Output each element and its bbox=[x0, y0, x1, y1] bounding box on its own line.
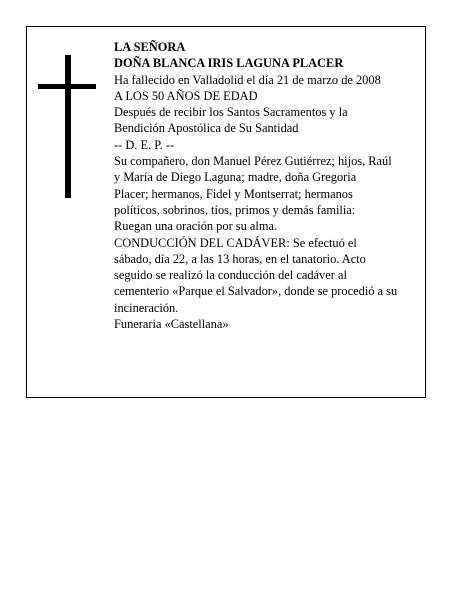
procession-line-5: incineración. bbox=[114, 300, 179, 315]
rip-line: -- D. E. P. -- bbox=[114, 137, 175, 152]
funeral-home-line: Funeraria «Castellana» bbox=[114, 317, 229, 332]
procession-line-4: cementerio «Parque el Salvador», donde se procedió a su bbox=[114, 284, 398, 299]
sacraments-line-1: Después de recibir los Santos Sacramentos y la bbox=[114, 105, 348, 120]
procession-line-3: seguido se realizó la conducción del cadáver al bbox=[114, 268, 347, 283]
prayer-line: Ruegan una oración por su alma. bbox=[114, 219, 278, 234]
cross-horizontal-bar bbox=[38, 84, 96, 89]
obituary-notice bbox=[26, 26, 426, 398]
age-line: A LOS 50 AÑOS DE EDAD bbox=[114, 88, 258, 103]
notice-text bbox=[114, 39, 434, 332]
sacraments-line-2: Bendición Apostólica de Su Santidad bbox=[114, 121, 299, 136]
family-line-3: Placer; hermanos, Fidel y Montserrat; hermanos bbox=[114, 186, 353, 201]
cross-vertical-bar bbox=[65, 55, 71, 198]
procession-line-2: sábado, día 22, a las 13 horas, en el tanatorio. Acto bbox=[114, 251, 366, 266]
family-line-1: Su compañero, don Manuel Pérez Gutiérrez; hijos, Raúl bbox=[114, 154, 392, 169]
title-line: LA SEÑORA bbox=[114, 40, 186, 54]
deceased-name: DOÑA BLANCA IRIS LAGUNA PLACER bbox=[114, 56, 344, 71]
family-line-4: políticos, sobrinos, tíos, primos y demás familia: bbox=[114, 202, 356, 217]
procession-line-1: CONDUCCIÓN DEL CADÁVER: Se efectuó el bbox=[114, 235, 357, 250]
death-date-line: Ha fallecido en Valladolid el día 21 de marzo de 2008 bbox=[114, 72, 381, 87]
family-line-2: y María de Diego Laguna; madre, doña Gregoria bbox=[114, 170, 357, 185]
